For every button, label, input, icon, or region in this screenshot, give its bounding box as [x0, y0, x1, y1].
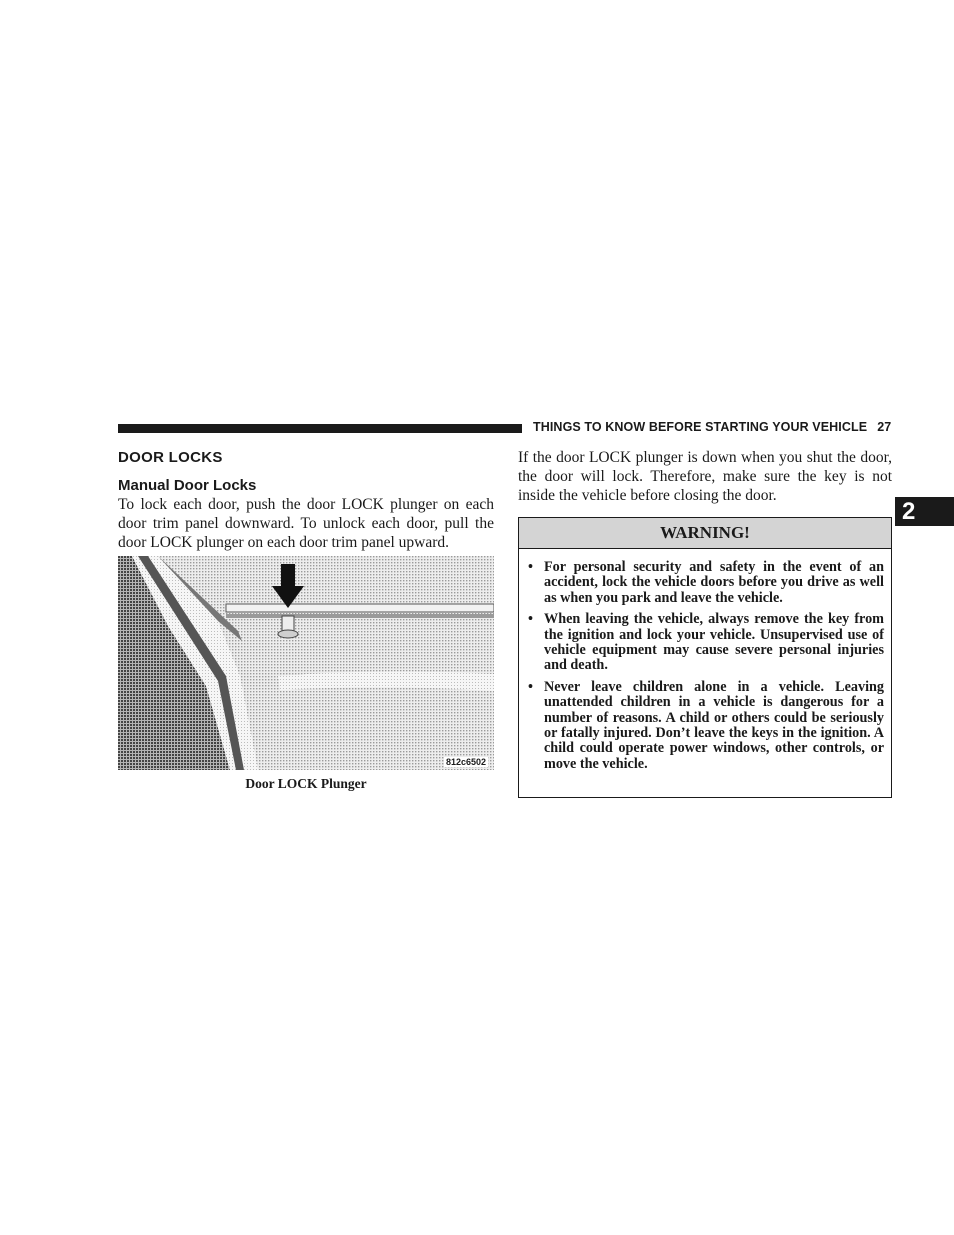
- figure-code: 812c6502: [445, 757, 486, 767]
- section-title: DOOR LOCKS: [118, 449, 223, 466]
- right-column: [518, 448, 892, 505]
- warning-item: [527, 560, 884, 606]
- warning-item: [527, 612, 884, 674]
- warning-list: [519, 560, 891, 772]
- lock-note-paragraph: If the door LOCK plunger is down when you shut the door, the door will lock. Therefore, make sure the key is not inside the vehicle before closing the door.: [518, 449, 892, 504]
- warning-item-text: Never leave children alone in a vehicle. Leaving unattended children in a vehicle is dangerous for a number of reasons. A child or others could be seriously or fatally injured. Don’t leave the keys in the ignition. A child could operate power windows, other controls, or move the vehicle.: [544, 678, 884, 772]
- warning-box: [518, 517, 892, 798]
- warning-item-text: For personal security and safety in the event of an accident, lock the vehicle doors before you drive as well as when you park and leave the vehicle.: [544, 559, 884, 606]
- warning-title: WARNING!: [519, 518, 891, 549]
- warning-item: [527, 680, 884, 772]
- running-header: [533, 420, 893, 434]
- left-column: [118, 448, 494, 552]
- bullet-icon: •: [528, 611, 533, 628]
- header-rule: [118, 424, 522, 433]
- warning-item-text: When leaving the vehicle, always remove the key from the ignition and lock your vehicle. Unsupervised use of vehicle equipment may cause severe personal injuries and death.: [544, 611, 884, 674]
- figure-caption: Door LOCK Plunger: [245, 776, 367, 791]
- running-title: THINGS TO KNOW BEFORE STARTING YOUR VEHICLE: [533, 420, 868, 434]
- bullet-icon: •: [528, 559, 533, 575]
- door-lock-plunger-illustration: [118, 556, 494, 770]
- bullet-icon: •: [528, 678, 533, 695]
- page-number: 27: [877, 420, 892, 434]
- chapter-tab[interactable]: 2: [895, 497, 954, 526]
- door-illustration-svg: [118, 556, 494, 770]
- subsection-title: Manual Door Locks: [118, 477, 257, 494]
- lock-instructions-paragraph: To lock each door, push the door LOCK plunger on each door trim panel downward. To unlock each door, pull the door LOCK plunger on each door trim panel upward.: [118, 496, 494, 551]
